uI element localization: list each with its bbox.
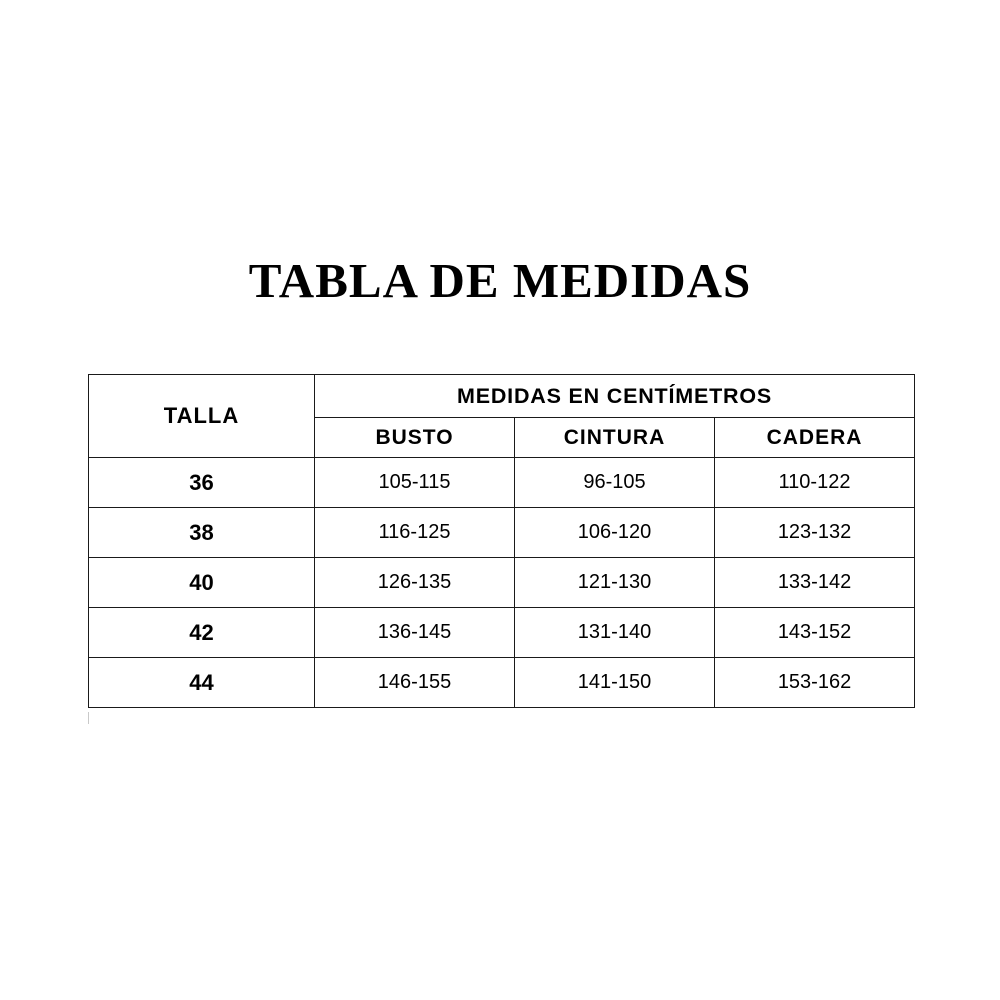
- cell-cintura: 106-120: [515, 508, 715, 558]
- cell-cadera: 123-132: [715, 508, 915, 558]
- cell-cintura: 121-130: [515, 558, 715, 608]
- cell-talla: 40: [89, 558, 315, 608]
- table-row: [89, 658, 915, 708]
- cell-busto: 136-145: [315, 608, 515, 658]
- size-chart-table: [88, 374, 915, 708]
- cell-talla: 42: [89, 608, 315, 658]
- cell-cintura: 96-105: [515, 458, 715, 508]
- cell-busto: 116-125: [315, 508, 515, 558]
- table-header-row-group: [89, 375, 915, 418]
- cell-cadera: 143-152: [715, 608, 915, 658]
- column-header-busto: BUSTO: [315, 418, 515, 458]
- cell-talla: 44: [89, 658, 315, 708]
- table-row: [89, 608, 915, 658]
- cell-cintura: 131-140: [515, 608, 715, 658]
- cell-cadera: 133-142: [715, 558, 915, 608]
- cell-busto: 105-115: [315, 458, 515, 508]
- column-header-talla: TALLA: [89, 375, 315, 458]
- table-edge-tick-mark: [88, 712, 89, 724]
- cell-talla: 36: [89, 458, 315, 508]
- column-header-cadera: CADERA: [715, 418, 915, 458]
- cell-cadera: 110-122: [715, 458, 915, 508]
- column-group-header-measures: MEDIDAS EN CENTÍMETROS: [315, 375, 915, 418]
- cell-cintura: 141-150: [515, 658, 715, 708]
- table-row: [89, 508, 915, 558]
- column-header-cintura: CINTURA: [515, 418, 715, 458]
- cell-talla: 38: [89, 508, 315, 558]
- page-title: TABLA DE MEDIDAS: [248, 253, 752, 308]
- table-row: [89, 458, 915, 508]
- size-chart-table-wrapper: [88, 374, 914, 708]
- cell-cadera: 153-162: [715, 658, 915, 708]
- cell-busto: 126-135: [315, 558, 515, 608]
- cell-busto: 146-155: [315, 658, 515, 708]
- table-row: [89, 558, 915, 608]
